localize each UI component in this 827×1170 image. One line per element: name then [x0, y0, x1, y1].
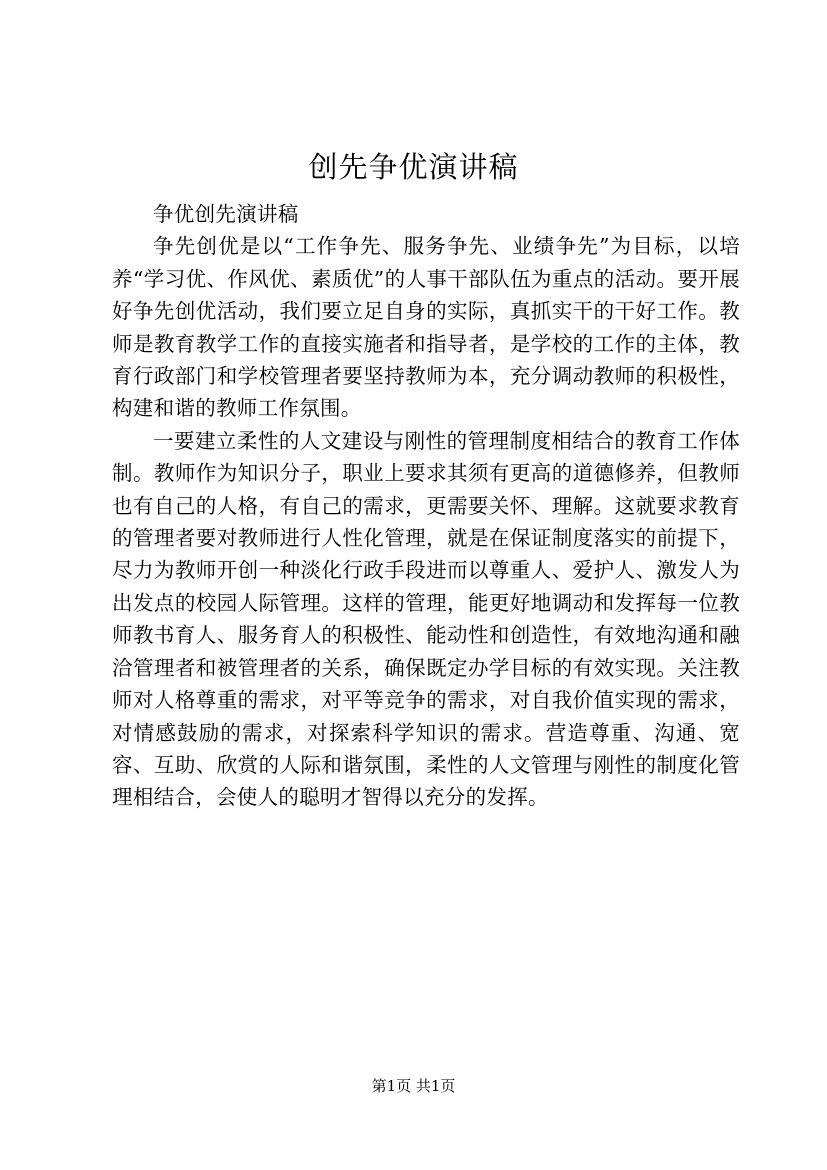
document-title: 创先争优演讲稿	[308, 150, 519, 184]
paragraph-2: 一要建立柔性的人文建设与刚性的管理制度相结合的教育工作体制。教师作为知识分子，职业上要求其须有更高的道德修养，但教师也有自己的人格，有自己的需求，更需要关怀、理解。这就要求教育的管理者要对教师进行人性化管理，就是在保证制度落实的前提下，尽力为教师开创一种淡化行政手段进而以尊重人、爱护人、激发人为出发点的校园人际管理。这样的管理，能更好地调动和发挥每一位教师教书育人、服务育人的积极性、能动性和创造性，有效地沟通和融洽管理者和被管理者的关系，确保既定办学目标的有效实现。关注教师对人格尊重的需求，对平等竞争的需求，对自我价值实现的需求，对情感鼓励的需求，对探索科学知识的需求。营造尊重、沟通、宽容、互助、欣赏的人际和谐氛围，柔性的人文管理与刚性的制度化管理相结合，会使人的聪明才智得以充分的发挥。	[112, 428, 740, 810]
page-footer	[0, 1076, 827, 1096]
page-number: 第1页 共1页	[371, 1077, 456, 1095]
paragraph-1: 争先创优是以“工作争先、服务争先、业绩争先”为目标，以培养“学习优、作风优、素质优”的人事干部队伍为重点的活动。要开展好争先创优活动，我们要立足自身的实际，真抓实干的干好工作。教师是教育教学工作的直接实施者和指导者，是学校的工作的主体，教育行政部门和学校管理者要坚持教师为本，充分调动教师的积极性，构建和谐的教师工作氛围。	[112, 234, 740, 421]
document-body	[112, 198, 740, 814]
document-subtitle: 争优创先演讲稿	[153, 202, 299, 226]
